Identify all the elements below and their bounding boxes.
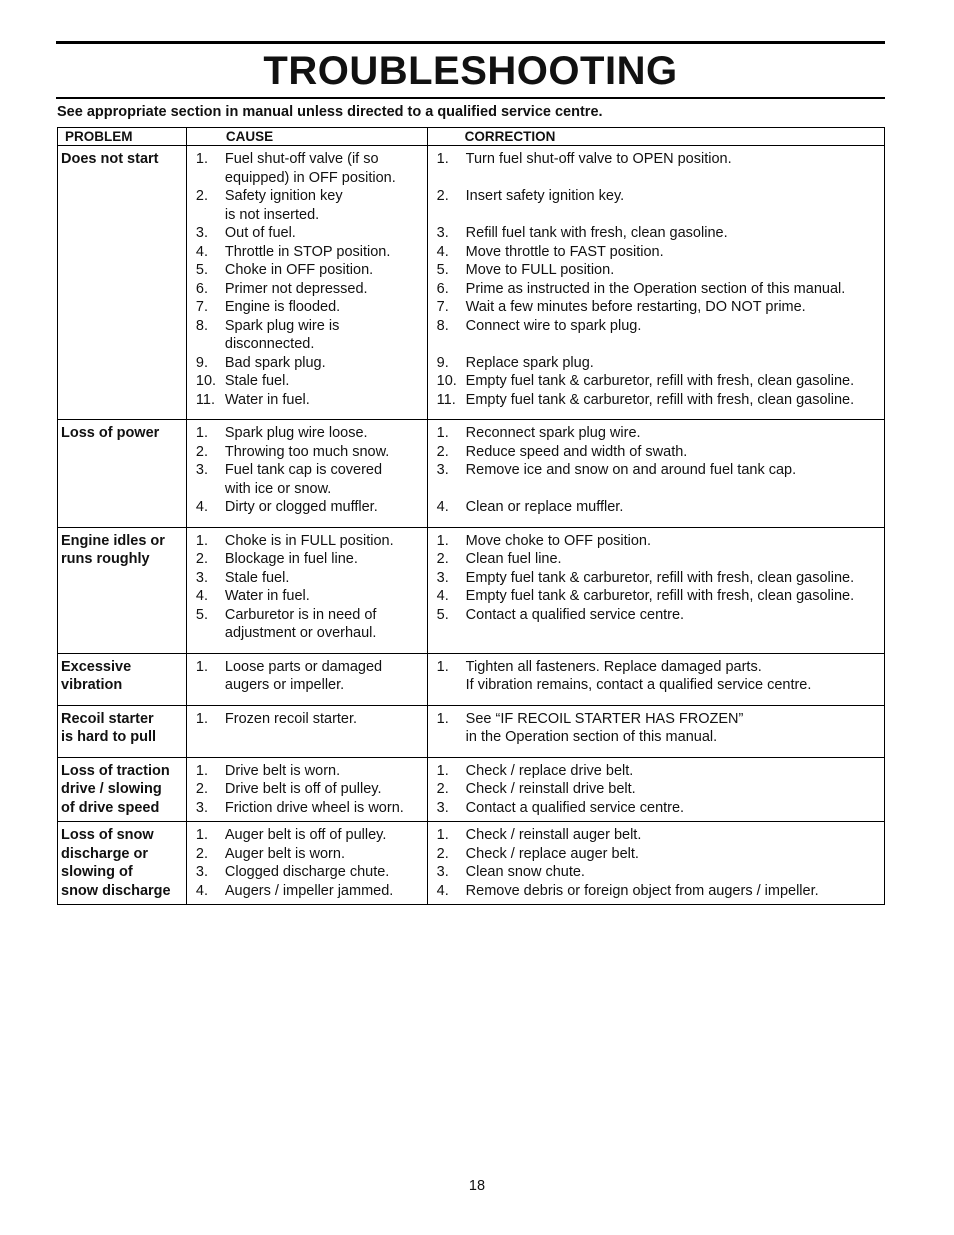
correction-item-text-line: Check / reinstall drive belt. [465,781,636,797]
problem-text-line: Recoil starter [61,710,154,727]
cause-list-item [196,550,425,569]
correction-item-number: 2. [436,188,449,204]
correction-list-item [437,298,882,317]
problem-cell [58,653,187,705]
correction-list-item [437,150,882,187]
troubleshooting-table [57,127,885,905]
cause-item-number: 1. [195,532,208,549]
correction-item-text-line: Prime as instructed in the Operation section of this manual. [465,280,846,297]
correction-item-text-line [466,206,882,225]
correction-item-text [466,354,882,373]
cause-item-text-line: Choke in OFF position. [224,262,374,278]
correction-item-text-line: Empty fuel tank & carburetor, refill with fresh, clean gasoline. [465,588,855,604]
cause-cell [186,527,427,653]
cause-item-number: 6. [195,280,208,297]
cause-item-number: 3. [195,462,208,478]
cause-list-item [196,372,425,391]
table-row [58,757,885,822]
problem-cell [58,822,187,905]
correction-list-item [437,243,882,262]
correction-item-number: 2. [436,551,449,567]
cause-item-text [225,298,425,317]
correction-item-number: 7. [436,299,449,315]
cause-list-item [196,532,425,551]
cause-item-text-line: Augers / impeller jammed. [224,882,394,899]
correction-item-text-line: Check / replace auger belt. [465,845,639,862]
cause-list-item [196,354,425,373]
correction-item-text-line: Refill fuel tank with fresh, clean gasoline. [465,225,728,241]
cause-list-item [196,498,425,517]
correction-item-text-line [466,335,882,354]
correction-cell [427,757,884,822]
cause-item-number: 4. [195,882,208,899]
correction-item-text [466,150,882,187]
correction-item-text [466,298,882,317]
correction-item-text-line: Replace spark plug. [465,354,594,371]
problem-text-line: Loss of power [61,425,160,441]
table-body [58,146,885,905]
correction-item-number: 2. [436,781,449,797]
cause-list-item [196,587,425,606]
correction-list-item [437,550,882,569]
correction-item-number: 1. [436,658,449,675]
correction-cell [427,420,884,528]
correction-item-text [466,587,882,606]
cause-item-text-line: Stale fuel. [224,373,290,389]
cause-list-item [196,780,425,799]
correction-item-text [466,863,882,882]
correction-item-text [466,261,882,280]
correction-list-item [437,391,882,410]
correction-item-number: 1. [436,710,449,727]
table-row [58,653,885,705]
correction-list-item [437,224,882,243]
cause-item-text [225,424,425,443]
correction-item-text-line: Wait a few minutes before restarting, DO NOT prime. [465,299,806,315]
page-number: 18 [468,1178,486,1194]
correction-item-text [466,317,882,354]
correction-item-text [466,243,882,262]
cause-item-text-line: equipped) in OFF position. [224,169,396,186]
cause-item-text [225,710,425,729]
cause-item-number: 2. [195,188,208,204]
correction-list-item [437,863,882,882]
cause-list-item [196,461,425,498]
problem-text-line: slowing of [61,864,133,880]
correction-item-text [466,498,882,517]
correction-item-text [466,658,882,695]
table-header-row [58,128,885,146]
cause-item-text [225,658,425,695]
cause-item-number: 2. [195,443,208,460]
correction-item-text [466,762,882,781]
correction-item-text-line: Clean or replace muffler. [465,499,624,515]
correction-item-text [466,461,882,498]
cause-item-number: 1. [195,658,208,675]
cause-item-number: 2. [195,551,208,567]
correction-list-item [437,317,882,354]
cause-list-item [196,424,425,443]
cause-item-text [225,150,425,187]
cause-item-text-line: Water in fuel. [224,588,310,604]
cause-item-number: 1. [195,710,208,727]
correction-item-text-line: Move choke to OFF position. [465,532,652,549]
header-cause: CAUSE [186,128,427,146]
problem-cell [58,527,187,653]
problem-text-line: Excessive [61,658,132,675]
correction-item-number: 3. [436,864,449,880]
cause-list-item [196,187,425,224]
cause-list-item [196,243,425,262]
correction-item-text-line: Clean fuel line. [465,551,562,567]
cause-item-text-line: Dirty or clogged muffler. [224,499,378,515]
correction-item-number: 2. [436,443,449,460]
cause-item-number: 4. [195,588,208,604]
problem-text-line: snow discharge [61,882,171,899]
problem-text-line: Engine idles or [61,532,165,549]
cause-item-text [225,443,425,462]
cause-item-text-line: Throwing too much snow. [224,443,390,460]
correction-item-text-line: Connect wire to spark plug. [465,317,642,334]
cause-item-number: 4. [195,243,208,260]
cause-item-text [225,569,425,588]
header-problem: PROBLEM [58,128,187,146]
correction-item-text [466,532,882,551]
correction-item-number: 1. [436,151,449,167]
correction-item-text-line: See “IF RECOIL STARTER HAS FROZEN” [465,710,744,727]
cause-list-item [196,606,425,643]
correction-list-item [437,799,882,818]
cause-item-number: 1. [195,762,208,779]
correction-item-text-line: If vibration remains, contact a qualified service centre. [465,677,812,693]
correction-list-item [437,498,882,517]
correction-item-number: 1. [436,827,449,843]
correction-item-number: 4. [436,499,449,515]
cause-item-text-line: with ice or snow. [224,480,332,497]
correction-list-item [437,882,882,901]
problem-text-line: Loss of traction [61,762,170,779]
table-row [58,705,885,757]
cause-item-text-line: Fuel tank cap is covered [224,462,383,478]
cause-list-item [196,280,425,299]
cause-item-number: 5. [195,262,208,278]
cause-item-text-line: Drive belt is worn. [224,762,341,779]
cause-list-item [196,762,425,781]
cause-item-text-line: Out of fuel. [224,225,296,241]
correction-item-text [466,780,882,799]
correction-item-text-line: Remove debris or foreign object from augers / impeller. [465,882,819,899]
cause-item-text-line: Throttle in STOP position. [224,243,391,260]
correction-item-text-line: Remove ice and snow on and around fuel tank cap. [465,462,797,478]
cause-cell [186,420,427,528]
correction-item-number: 5. [436,606,449,623]
correction-list-item [437,845,882,864]
cause-item-number: 2. [195,845,208,862]
correction-list-item [437,710,882,747]
cause-item-text [225,243,425,262]
cause-item-text [225,550,425,569]
correction-item-text [466,550,882,569]
cause-item-text [225,606,425,643]
correction-item-text-line: Check / reinstall auger belt. [465,827,642,843]
cause-list-item [196,391,425,410]
correction-item-number: 4. [436,882,449,899]
correction-item-text-line [466,480,882,499]
correction-item-text-line: Turn fuel shut-off valve to OPEN position. [465,151,732,167]
cause-item-text [225,187,425,224]
cause-cell [186,757,427,822]
cause-item-text [225,845,425,864]
correction-item-text-line: Insert safety ignition key. [465,188,625,204]
cause-item-text-line: Spark plug wire loose. [224,425,368,441]
correction-item-text-line: Empty fuel tank & carburetor, refill with fresh, clean gasoline. [465,391,855,408]
correction-item-text-line: Empty fuel tank & carburetor, refill with fresh, clean gasoline. [465,373,855,389]
cause-item-text [225,882,425,901]
cause-item-text-line: is not inserted. [224,206,320,223]
correction-item-text-line: Reconnect spark plug wire. [465,425,641,441]
correction-list-item [437,658,882,695]
cause-item-text-line: Fuel shut-off valve (if so [224,151,379,167]
cause-item-text-line: Frozen recoil starter. [224,710,358,727]
correction-item-text [466,569,882,588]
problem-text-line: is hard to pull [61,729,157,745]
problem-cell [58,705,187,757]
cause-item-number: 3. [195,569,208,586]
cause-item-number: 1. [195,151,208,167]
correction-item-number: 9. [436,354,449,371]
correction-item-text-line: in the Operation section of this manual. [465,729,718,745]
table-row [58,822,885,905]
cause-item-text [225,354,425,373]
cause-list-item [196,658,425,695]
cause-item-text-line: Choke is in FULL position. [224,532,394,549]
correction-item-text [466,443,882,462]
cause-item-text [225,587,425,606]
cause-item-text [225,317,425,354]
cause-list-item [196,443,425,462]
cause-item-number: 3. [195,864,208,880]
cause-item-text-line: Auger belt is worn. [224,845,345,862]
correction-item-number: 8. [436,317,449,334]
correction-item-text [466,391,882,410]
cause-item-text-line: Blockage in fuel line. [224,551,358,567]
cause-list-item [196,224,425,243]
cause-item-text [225,532,425,551]
cause-list-item [196,863,425,882]
correction-item-text [466,710,882,747]
correction-item-text-line: Contact a qualified service centre. [465,606,685,623]
correction-item-text-line: Empty fuel tank & carburetor, refill with fresh, clean gasoline. [465,569,855,586]
cause-item-text-line: Drive belt is off of pulley. [224,781,382,797]
correction-list-item [437,826,882,845]
correction-item-text [466,845,882,864]
correction-cell [427,705,884,757]
correction-item-number: 4. [436,588,449,604]
correction-item-text-line: Move throttle to FAST position. [465,243,664,260]
cause-item-number: 9. [195,354,208,371]
page-title: TROUBLESHOOTING [263,49,678,93]
cause-item-number: 7. [195,299,208,315]
correction-cell [427,146,884,420]
cause-item-text-line: Loose parts or damaged [224,658,383,675]
cause-item-number: 1. [195,425,208,441]
cause-list-item [196,569,425,588]
correction-item-number: 3. [436,569,449,586]
correction-list-item [437,424,882,443]
cause-item-number: 3. [195,799,208,816]
cause-list-item [196,826,425,845]
correction-item-number: 6. [436,280,449,297]
cause-item-text-line: Clogged discharge chute. [224,864,390,880]
cause-item-text-line: augers or impeller. [224,677,345,693]
problem-cell [58,146,187,420]
cause-item-text-line: Engine is flooded. [224,299,341,315]
correction-item-number: 1. [436,425,449,441]
correction-list-item [437,261,882,280]
cause-item-text [225,498,425,517]
table-row [58,146,885,420]
cause-item-text-line: Spark plug wire is [224,317,340,334]
problem-text-line: Does not start [61,151,159,167]
header-correction: CORRECTION [427,128,884,146]
correction-list-item [437,569,882,588]
problem-cell [58,757,187,822]
correction-item-text-line: Reduce speed and width of swath. [465,443,688,460]
cause-item-number: 4. [195,499,208,515]
cause-cell [186,822,427,905]
correction-cell [427,527,884,653]
cause-item-text [225,372,425,391]
correction-item-text [466,799,882,818]
correction-list-item [437,354,882,373]
cause-list-item [196,882,425,901]
correction-list-item [437,461,882,498]
correction-list-item [437,443,882,462]
correction-item-text-line: Move to FULL position. [465,262,615,278]
cause-cell [186,146,427,420]
cause-item-number: 3. [195,225,208,241]
correction-item-number: 4. [436,243,449,260]
correction-item-number: 3. [436,225,449,241]
correction-item-number: 1. [436,532,449,549]
cause-item-text-line: Water in fuel. [224,391,310,408]
correction-item-text [466,826,882,845]
correction-item-number: 5. [436,262,449,278]
correction-item-text [466,606,882,625]
cause-list-item [196,261,425,280]
top-rule [56,41,885,44]
cause-item-text [225,391,425,410]
correction-item-text [466,424,882,443]
cause-list-item [196,845,425,864]
correction-item-text [466,882,882,901]
correction-list-item [437,187,882,224]
cause-item-text-line: Friction drive wheel is worn. [224,799,404,816]
correction-item-text-line: Contact a qualified service centre. [465,799,685,816]
correction-item-text [466,372,882,391]
cause-item-text [225,826,425,845]
cause-item-number: 8. [195,317,208,334]
correction-item-text [466,224,882,243]
correction-item-text [466,187,882,224]
cause-item-text [225,762,425,781]
title-underline-rule [56,97,885,99]
table-row [58,420,885,528]
cause-item-text-line: Carburetor is in need of [224,606,377,623]
cause-item-text-line: Safety ignition key [224,188,343,204]
correction-item-text-line: Check / replace drive belt. [465,762,634,779]
cause-item-text [225,280,425,299]
cause-item-text-line: Stale fuel. [224,569,290,586]
correction-list-item [437,587,882,606]
cause-item-text [225,261,425,280]
cause-cell [186,653,427,705]
correction-list-item [437,606,882,625]
correction-item-text-line: Clean snow chute. [465,864,585,880]
correction-item-number: 3. [436,799,449,816]
problem-text-line: drive / slowing [61,781,162,797]
problem-text-line: vibration [61,677,123,693]
cause-item-text [225,461,425,498]
cause-item-text-line: Auger belt is off of pulley. [224,827,387,843]
correction-item-number: 2. [436,845,449,862]
cause-item-number: 1. [195,827,208,843]
problem-text-line: Loss of snow [61,827,154,843]
cause-list-item [196,799,425,818]
correction-item-number: 10. [436,373,457,389]
cause-list-item [196,317,425,354]
table-row [58,527,885,653]
cause-item-text-line: adjustment or overhaul. [224,625,377,641]
cause-item-number: 10. [195,373,217,389]
cause-item-text [225,780,425,799]
cause-cell [186,705,427,757]
correction-list-item [437,532,882,551]
cause-item-text-line: Primer not depressed. [224,280,368,297]
problem-text-line: discharge or [61,845,149,862]
cause-list-item [196,150,425,187]
correction-list-item [437,780,882,799]
intro-note: See appropriate section in manual unless directed to a qualified service centre. [57,104,603,120]
cause-item-text-line: disconnected. [224,336,315,352]
correction-item-number: 3. [436,462,449,478]
correction-cell [427,822,884,905]
correction-item-number: 11. [436,391,456,408]
problem-text-line: runs roughly [61,551,150,567]
correction-item-number: 1. [436,762,449,779]
cause-list-item [196,298,425,317]
cause-item-text [225,863,425,882]
cause-item-text [225,224,425,243]
correction-item-text [466,280,882,299]
cause-item-number: 2. [195,781,208,797]
problem-text-line: of drive speed [61,799,160,816]
cause-list-item [196,710,425,729]
cause-item-number: 11. [195,391,215,408]
correction-item-text-line: Tighten all fasteners. Replace damaged parts. [465,658,762,675]
problem-cell [58,420,187,528]
cause-item-number: 5. [195,606,208,623]
cause-item-text [225,799,425,818]
correction-cell [427,653,884,705]
correction-list-item [437,762,882,781]
correction-list-item [437,280,882,299]
cause-item-text-line: Bad spark plug. [224,354,326,371]
correction-list-item [437,372,882,391]
correction-item-text-line [466,169,882,188]
